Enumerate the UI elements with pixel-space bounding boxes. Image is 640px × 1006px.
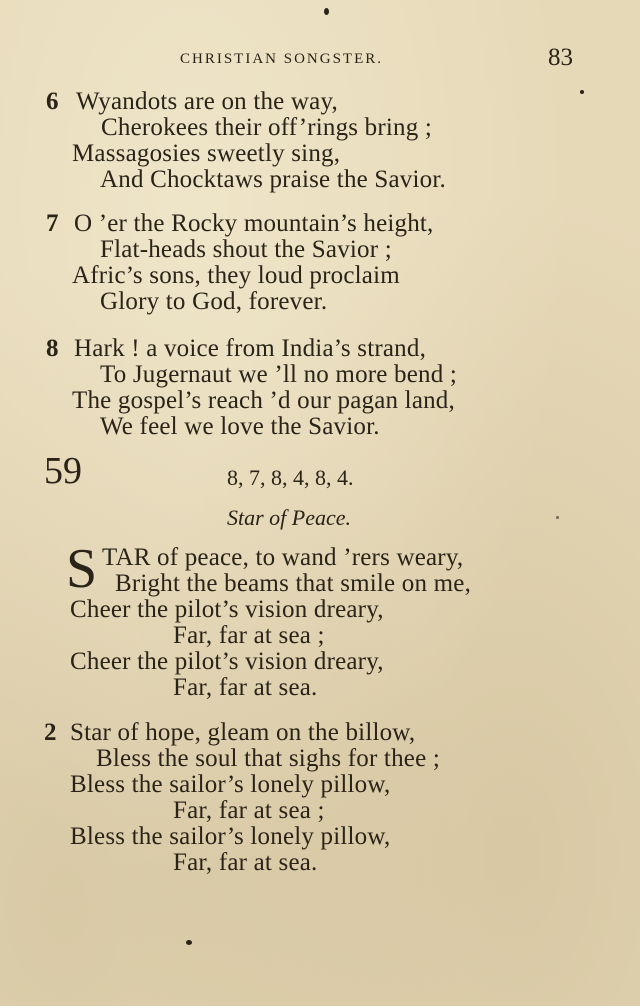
ink-speck — [580, 90, 584, 94]
hymn-meter: 8, 7, 8, 4, 8, 4. — [227, 465, 354, 490]
verse-line: Massagosies sweetly sing, — [72, 140, 341, 167]
verse-number: 8 — [46, 335, 59, 362]
verse-number: 7 — [46, 210, 59, 237]
verse-line: Hark ! a voice from India’s strand, — [74, 335, 427, 362]
verse-line: Glory to God, forever. — [100, 288, 328, 315]
verse-line: Afric’s sons, they loud proclaim — [72, 262, 400, 289]
verse-line: Far, far at sea. — [173, 674, 318, 701]
verse-line: Cherokees their off’rings bring ; — [101, 114, 433, 141]
verse-line: Far, far at sea ; — [173, 797, 325, 824]
verse-line: Bless the sailor’s lonely pillow, — [70, 771, 391, 798]
verse-line: Cheer the pilot’s vision dreary, — [70, 648, 384, 675]
ink-speck — [324, 8, 329, 15]
verse-line: We feel we love the Savior. — [100, 413, 380, 440]
drop-cap: S — [66, 538, 98, 600]
verse-line: To Jugernaut we ’ll no more bend ; — [100, 361, 458, 388]
ink-speck — [186, 940, 192, 945]
verse-line: Star of hope, gleam on the billow, — [70, 719, 416, 746]
verse-line: O ’er the Rocky mountain’s height, — [74, 210, 434, 237]
verse-line: Bless the soul that sighs for thee ; — [96, 745, 440, 772]
verse-line: Cheer the pilot’s vision dreary, — [70, 596, 384, 623]
verse-line: And Chocktaws praise the Savior. — [100, 166, 446, 193]
hymn-title: Star of Peace. — [227, 505, 352, 530]
verse-line: Far, far at sea. — [173, 849, 318, 876]
page-number: 83 — [548, 44, 573, 71]
verse-line: Bright the beams that smile on me, — [115, 570, 472, 597]
verse-line: TAR of peace, to wand ’rers weary, — [102, 544, 464, 571]
ink-speck — [556, 516, 559, 519]
verse-line: Flat-heads shout the Savior ; — [100, 236, 392, 263]
verse-line: Wyandots are on the way, — [76, 88, 339, 115]
verse-number: 2 — [44, 719, 57, 746]
verse-line: The gospel’s reach ’d our pagan land, — [72, 387, 455, 414]
running-head: CHRISTIAN SONGSTER. — [180, 51, 384, 67]
verse-line: Far, far at sea ; — [173, 622, 325, 649]
verse-number: 6 — [46, 88, 59, 115]
verse-line: Bless the sailor’s lonely pillow, — [70, 823, 391, 850]
hymn-number: 59 — [44, 450, 82, 492]
